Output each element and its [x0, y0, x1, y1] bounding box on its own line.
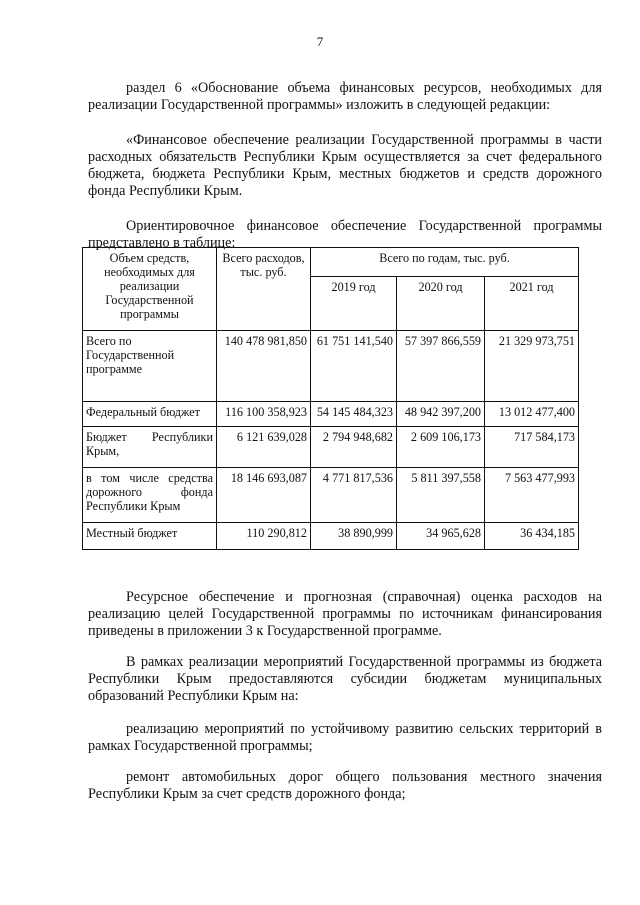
table-row	[83, 331, 579, 402]
cell-total: 110 290,812	[217, 523, 311, 550]
table-intro-paragraph: Ориентировочное финансовое обеспечение Государственной программы представлено в таблице:	[88, 218, 602, 252]
page-number: 7	[316, 34, 324, 49]
list-item-rural: реализацию мероприятий по устойчивому развитию сельских территорий в рамках Государственной программы;	[88, 721, 602, 755]
header-year-2020: 2020 год	[397, 277, 485, 331]
table-header-row	[83, 248, 579, 277]
table-row	[83, 402, 579, 427]
table-row	[83, 468, 579, 523]
header-years-group: Всего по годам, тыс. руб.	[311, 248, 579, 277]
cell-2020: 57 397 866,559	[397, 331, 485, 402]
cell-2020: 2 609 106,173	[397, 427, 485, 468]
cell-2020: 5 811 397,558	[397, 468, 485, 523]
row-label-federal: Федеральный бюджет	[83, 402, 217, 427]
table-row	[83, 523, 579, 550]
cell-total: 18 146 693,087	[217, 468, 311, 523]
cell-total: 6 121 639,028	[217, 427, 311, 468]
cell-2020: 34 965,628	[397, 523, 485, 550]
row-label-local: Местный бюджет	[83, 523, 217, 550]
funding-paragraph: «Финансовое обеспечение реализации Государственной программы в части расходных обязательств Республики Крым осуществляется за счет федерального бюджета, бюджета Республики Крым, местных бюджетов и средств дорожного фонда Республики Крым.	[88, 132, 602, 200]
cell-2019: 4 771 817,536	[311, 468, 397, 523]
cell-total: 116 100 358,923	[217, 402, 311, 427]
row-label-crimea-budget: Бюджет Республики Крым,	[83, 427, 217, 468]
cell-2019: 38 890,999	[311, 523, 397, 550]
financing-table	[82, 247, 579, 550]
cell-2021: 36 434,185	[485, 523, 579, 550]
intro-paragraph: раздел 6 «Обоснование объема финансовых ресурсов, необходимых для реализации Государственной программы» изложить в следующей редакции:	[88, 80, 602, 114]
cell-total: 140 478 981,850	[217, 331, 311, 402]
row-label-total: Всего по Государственной программе	[83, 331, 217, 402]
cell-2021: 717 584,173	[485, 427, 579, 468]
cell-2019: 54 145 484,323	[311, 402, 397, 427]
cell-2019: 61 751 141,540	[311, 331, 397, 402]
subsidies-paragraph: В рамках реализации мероприятий Государственной программы из бюджета Республики Крым предоставляются субсидии бюджетам муниципальных образований Республики Крым на:	[88, 654, 602, 705]
cell-2019: 2 794 948,682	[311, 427, 397, 468]
list-item-roads: ремонт автомобильных дорог общего пользования местного значения Республики Крым за счет средств дорожного фонда;	[88, 769, 602, 803]
cell-2021: 7 563 477,993	[485, 468, 579, 523]
header-year-2019: 2019 год	[311, 277, 397, 331]
row-label-road-fund: в том числе средства дорожного фонда Республики Крым	[83, 468, 217, 523]
table-row	[83, 427, 579, 468]
header-total: Всего расходов, тыс. руб.	[217, 248, 311, 331]
cell-2020: 48 942 397,200	[397, 402, 485, 427]
resources-paragraph: Ресурсное обеспечение и прогнозная (справочная) оценка расходов на реализацию целей Государственной программы по источникам финансирования приведены в приложении 3 к Государственной программе.	[88, 589, 602, 640]
cell-2021: 21 329 973,751	[485, 331, 579, 402]
cell-2021: 13 012 477,400	[485, 402, 579, 427]
header-year-2021: 2021 год	[485, 277, 579, 331]
header-source: Объем средств, необходимых для реализации Государственной программы	[83, 248, 217, 331]
